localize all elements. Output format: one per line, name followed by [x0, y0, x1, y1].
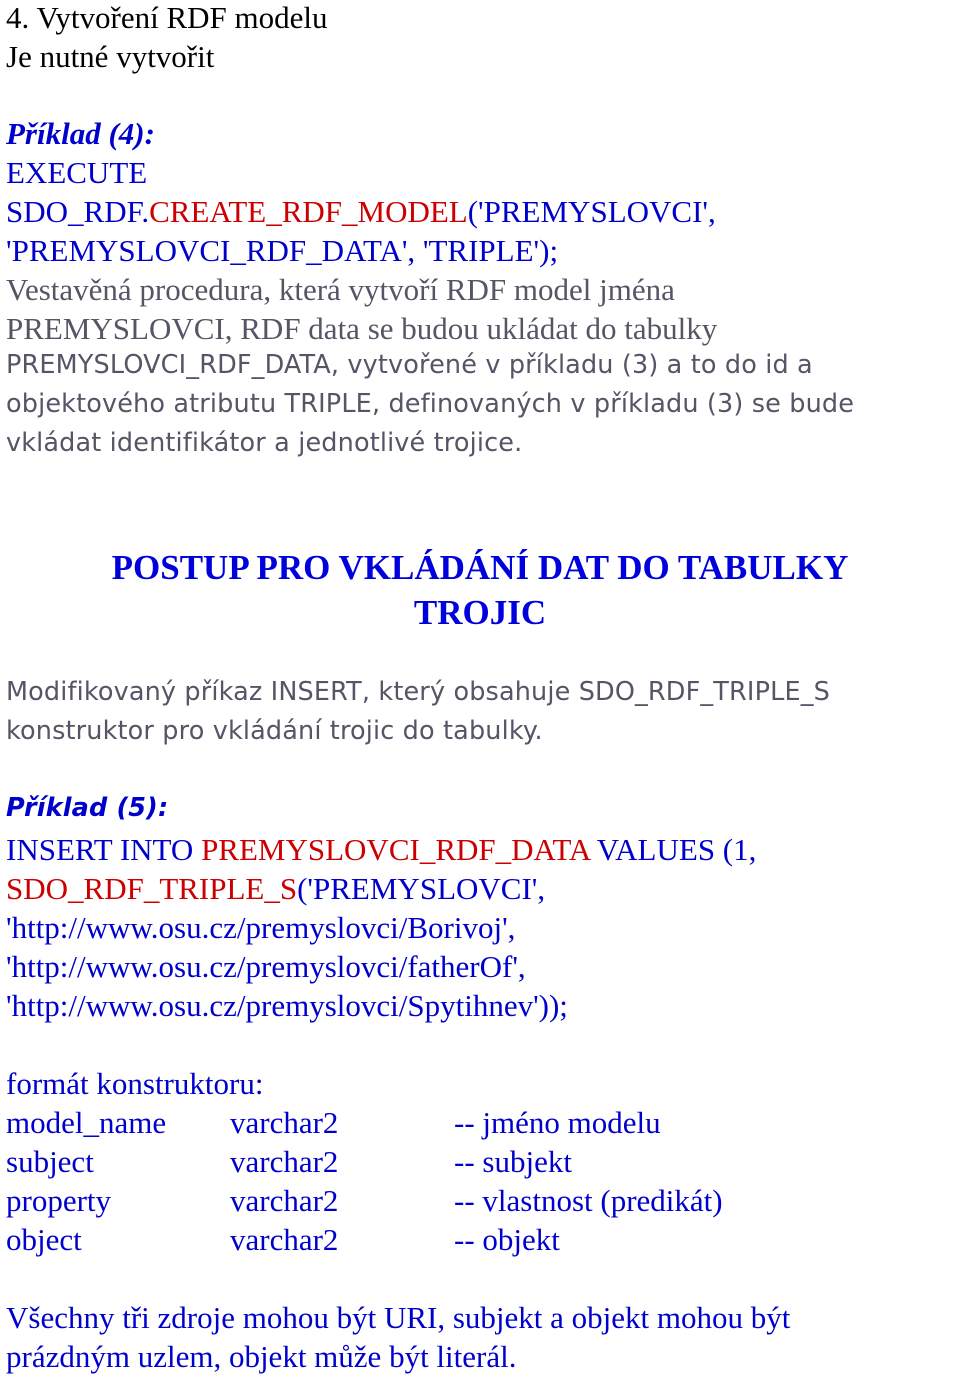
section-heading-line2: TROJIC [413, 593, 547, 632]
format-row [6, 1224, 946, 1258]
example5-label: Příklad (5): [6, 793, 169, 823]
section-heading-line1: POSTUP PRO VKLÁDÁNÍ DAT DO TABULKY [111, 548, 849, 587]
insert-desc-line: Modifikovaný příkaz INSERT, který obsahuje SDO_RDF_TRIPLE_S [6, 677, 830, 707]
example5-code-line5: 'http://www.osu.cz/premyslovci/Spytihnev')); [6, 988, 568, 1023]
param-comment: -- subjekt [454, 1144, 572, 1179]
constructor-args: ('PREMYSLOVCI', [297, 871, 546, 906]
param-name: subject [6, 1144, 94, 1179]
example4-code-line3: 'PREMYSLOVCI_RDF_DATA', 'TRIPLE'); [6, 233, 559, 268]
param-comment: -- objekt [454, 1222, 560, 1257]
param-name: property [6, 1183, 112, 1218]
insert-keyword: INSERT INTO [6, 832, 202, 867]
param-name: model_name [6, 1105, 167, 1140]
example5-code-line3: 'http://www.osu.cz/premyslovci/Borivoj', [6, 910, 516, 945]
package-name: SDO_RDF. [6, 194, 150, 229]
example4-desc-line: PREMYSLOVCI_RDF_DATA, vytvořené v příkladu (3) a to do id a [6, 350, 813, 380]
param-type: varchar2 [230, 1105, 339, 1140]
example4-label: Příklad (4): [6, 116, 155, 151]
example5-code-line2 [6, 873, 545, 904]
table-name: PREMYSLOVCI_RDF_DATA [201, 832, 590, 867]
constructor-name: SDO_RDF_TRIPLE_S [6, 871, 298, 906]
param-type: varchar2 [230, 1222, 339, 1257]
insert-desc-line: konstruktor pro vkládání trojic do tabulky. [6, 716, 543, 746]
example4-code-line1: EXECUTE [6, 155, 148, 190]
footer-line: Všechny tři zdroje mohou být URI, subjekt a objekt mohou být [6, 1300, 791, 1335]
format-row [6, 1146, 946, 1180]
example5-code-line1 [6, 834, 756, 865]
example4-desc-line: PREMYSLOVCI, RDF data se budou ukládat do tabulky [6, 311, 718, 346]
section-title: 4. Vytvoření RDF modelu [6, 0, 328, 35]
example4-desc-line: vkládat identifikátor a jednotlivé trojice. [6, 428, 523, 458]
param-comment: -- vlastnost (predikát) [454, 1183, 723, 1218]
example5-code-line4: 'http://www.osu.cz/premyslovci/fatherOf', [6, 949, 526, 984]
example4-desc-line: Vestavěná procedura, která vytvoří RDF model jména [6, 272, 675, 307]
procedure-args: ('PREMYSLOVCI', [467, 194, 716, 229]
format-row [6, 1107, 946, 1141]
param-type: varchar2 [230, 1144, 339, 1179]
procedure-name: CREATE_RDF_MODEL [149, 194, 468, 229]
example4-desc-line: objektového atributu TRIPLE, definovaných v příkladu (3) se bude [6, 389, 855, 419]
format-label: formát konstruktoru: [6, 1066, 264, 1101]
section-intro: Je nutné vytvořit [6, 39, 215, 74]
values-clause: VALUES (1, [589, 832, 757, 867]
example4-code-line2 [6, 196, 716, 227]
footer-line: prázdným uzlem, objekt může být literál. [6, 1339, 517, 1374]
param-type: varchar2 [230, 1183, 339, 1218]
param-comment: -- jméno modelu [454, 1105, 661, 1140]
param-name: object [6, 1222, 82, 1257]
format-row [6, 1185, 946, 1219]
